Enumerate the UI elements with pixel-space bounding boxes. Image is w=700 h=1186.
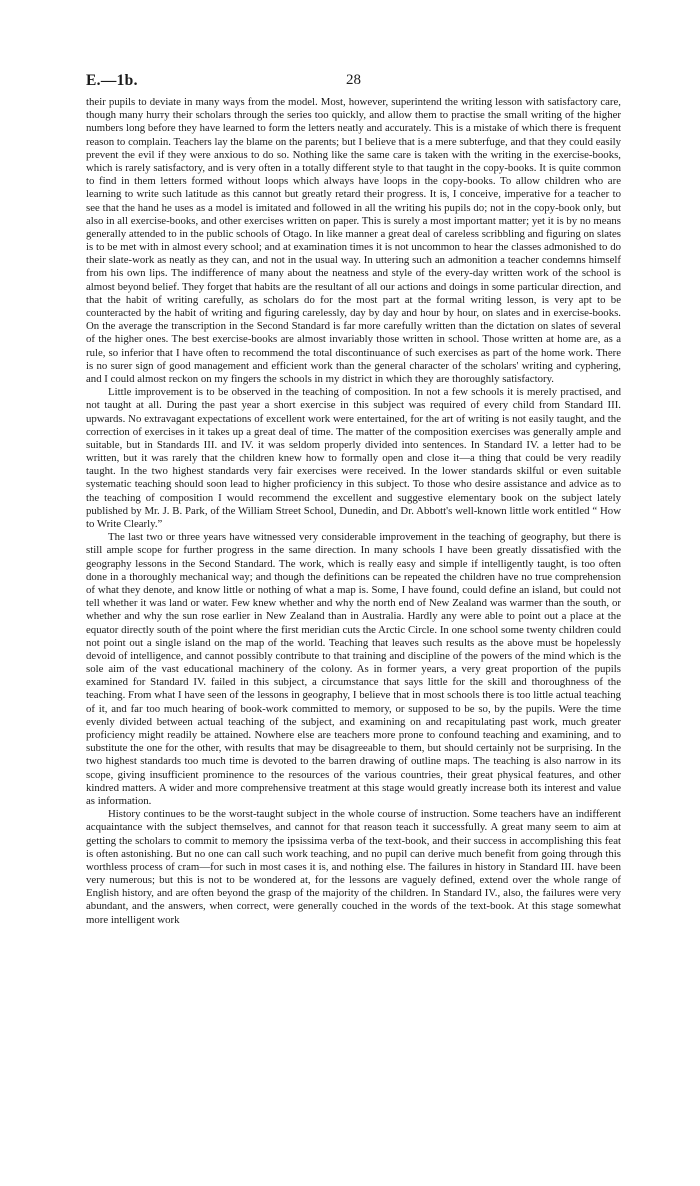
paragraph-writing: their pupils to deviate in many ways from the model. Most, however, superintend the writing lesson with satisfactory care, though many hurry their scholars through the series too quickly, and allow them to practise the small writing of the higher numbers long before they have learned to form the letters neatly and accurately. This is a mistake of which there is frequent reason to complain. Teachers lay the blame on the parents; but I believe that is a mere subterfuge, and that they could easily prevent the evil if they were anxious to do so. Nothing like the same care is taken with the writing in the exercise-books, which is rarely satisfactory, and is very often in a totally different style to that taught in the copy-books. It is quite common to find in them letters formed without loops which always have loops in the copy-books. To allow children who are learning to write such latitude as this cannot but greatly retard their progress. It is, I conceive, imperative for a teacher to see that the hand he uses as a model is imitated and followed in all the writing his pupils do; not in the copy-book only, but also in all exercise-books, and other exercises written on paper. This is surely a most important matter; yet it is by no means generally attended to in the public schools of Otago. In like manner a great deal of careless scribbling and figuring on slates is to be met with in almost every school; and at examination times it is not uncommon to hear the classes admonished to do their slate-work as neatly as they can, and not in the usual way. In uttering such an admonition a teacher condemns himself from his own lips. The indifference of many about the neatness and style of the every-day written work of the school is almost beyond belief. They forget that habits are the resultant of all our actions and doings in some particular direction, and that the habit of writing carefully, as scholars do for the most part at the formal writing lesson, is very apt to be counteracted by the habit of writing and figuring carelessly, day by day and hour by hour, on slates and in exercise-books. On the average the transcription in the Second Standard is far more carefully written than the dictation on slates of several of the higher ones. The best exercise-books are almost invariably those written in school. Those written at home are, as a rule, so inferior that I have often to recommend the total discontinuance of such exercises as part of the home work. There is no surer sign of good management and efficient work than the general character of the scholars' writing and cyphering, and I could almost reckon on my fingers the schools in my district in which they are thoroughly satisfactory.	[86, 96, 621, 385]
document-body	[86, 96, 621, 927]
page-header	[86, 72, 621, 92]
document-reference: E.—1b.	[86, 72, 138, 89]
paragraph-history: History continues to be the worst-taught subject in the whole course of instruction. Some teachers have an indifferent acquaintance with the subject themselves, and cannot for that reason teach it successfully. A great many seem to aim at getting the scholars to commit to memory the ipsissima verba of the text-book, and their success in accomplishing this feat is often astonishing. But no one can call such work teaching, and no pupil can derive much benefit from going through this worthless process of cram—for such in most cases it is, and nothing else. The failures in history in Standard III. have been very numerous; but this is not to be wondered at, for the lessons are vaguely defined, extend over the whole range of English history, and are often beyond the grasp of the majority of the children. In Standard IV., also, the failures were very abundant, and the answers, when correct, were generally couched in the words of the text-book. At this stage somewhat more intelligent work	[86, 808, 621, 926]
page-number: 28	[346, 72, 361, 88]
paragraph-composition: Little improvement is to be observed in the teaching of composition. In not a few schools it is merely practised, and not taught at all. During the past year a short exercise in this subject was required of every child from Standard III. upwards. No extravagant expectations of excellent work were entertained, for the art of writing is not easily taught, and the correction of exercises in it takes up a great deal of time. The matter of the composition exercises was generally ample and suitable, but in Standards III. and IV. it was seldom properly divided into sentences. In Standard IV. a letter had to be written, but it was rarely that the children knew how to formally open and close it—a thing that could be very readily taught. In the two highest standards very fair exercises were received. In the lower standards skilful or even suitable systematic teaching should soon lead to higher proficiency in this subject. To those who desire assistance and advice as to the teaching of composition I would recommend the excellent and suggestive elementary book on the subject lately published by Mr. J. B. Park, of the William Street School, Dunedin, and Dr. Abbott's well-known little work entitled “ How to Write Clearly.”	[86, 386, 621, 530]
paragraph-geography: The last two or three years have witnessed very considerable improvement in the teaching of geography, but there is still ample scope for further progress in the same direction. In many schools I have been greatly dissatisfied with the geography lessons in the Second Standard. The work, which is really easy and simple if intelligently taught, is too often done in a thoroughly mechanical way; and though the definitions can be repeated the children have no true comprehension of what they denote, and know little or nothing of what a map is. Some, I have found, could define an island, but could not tell whether it was land or water. Few knew whether and why the north end of New Zealand was warmer than the south, or whether and why the sun rose earlier in New Zealand than in Australia. Hardly any were able to point out a place at the equator directly south of the point where the first meridian cuts the Arctic Circle. In one school some twenty children could not point out a single island on the map of the world. Teaching that leaves such results as the above must be hopelessly devoid of intelligence, and cannot possibly contribute to that training and discipline of the powers of the mind which is the sole aim of the vast educational machinery of the colony. As in former years, a very great proportion of the pupils examined for Standard IV. failed in this subject, a circumstance that says little for the skill and thoroughness of the teaching. From what I have seen of the lessons in geography, I believe that in most schools there is too little actual teaching of it, and far too much hearing of book-work committed to memory, or supposed to be so, by the pupils. Were the time evenly divided between actual teaching of the subject, and examining on and recapitulating past work, much greater proficiency might readily be attained. Nowhere else are teachers more prone to confound teaching and examining, and to substitute the one for the other, with results that may be disagreeable to them, but should certainly not be surprising. In the two highest standards too much time is devoted to the barren drawing of outline maps. The teaching is also narrow in its scope, giving insufficient prominence to the resources of the various countries, their great physical features, and other kindred matters. A wider and more comprehensive treatment at this stage would greatly increase both its interest and value as information.	[86, 531, 621, 807]
